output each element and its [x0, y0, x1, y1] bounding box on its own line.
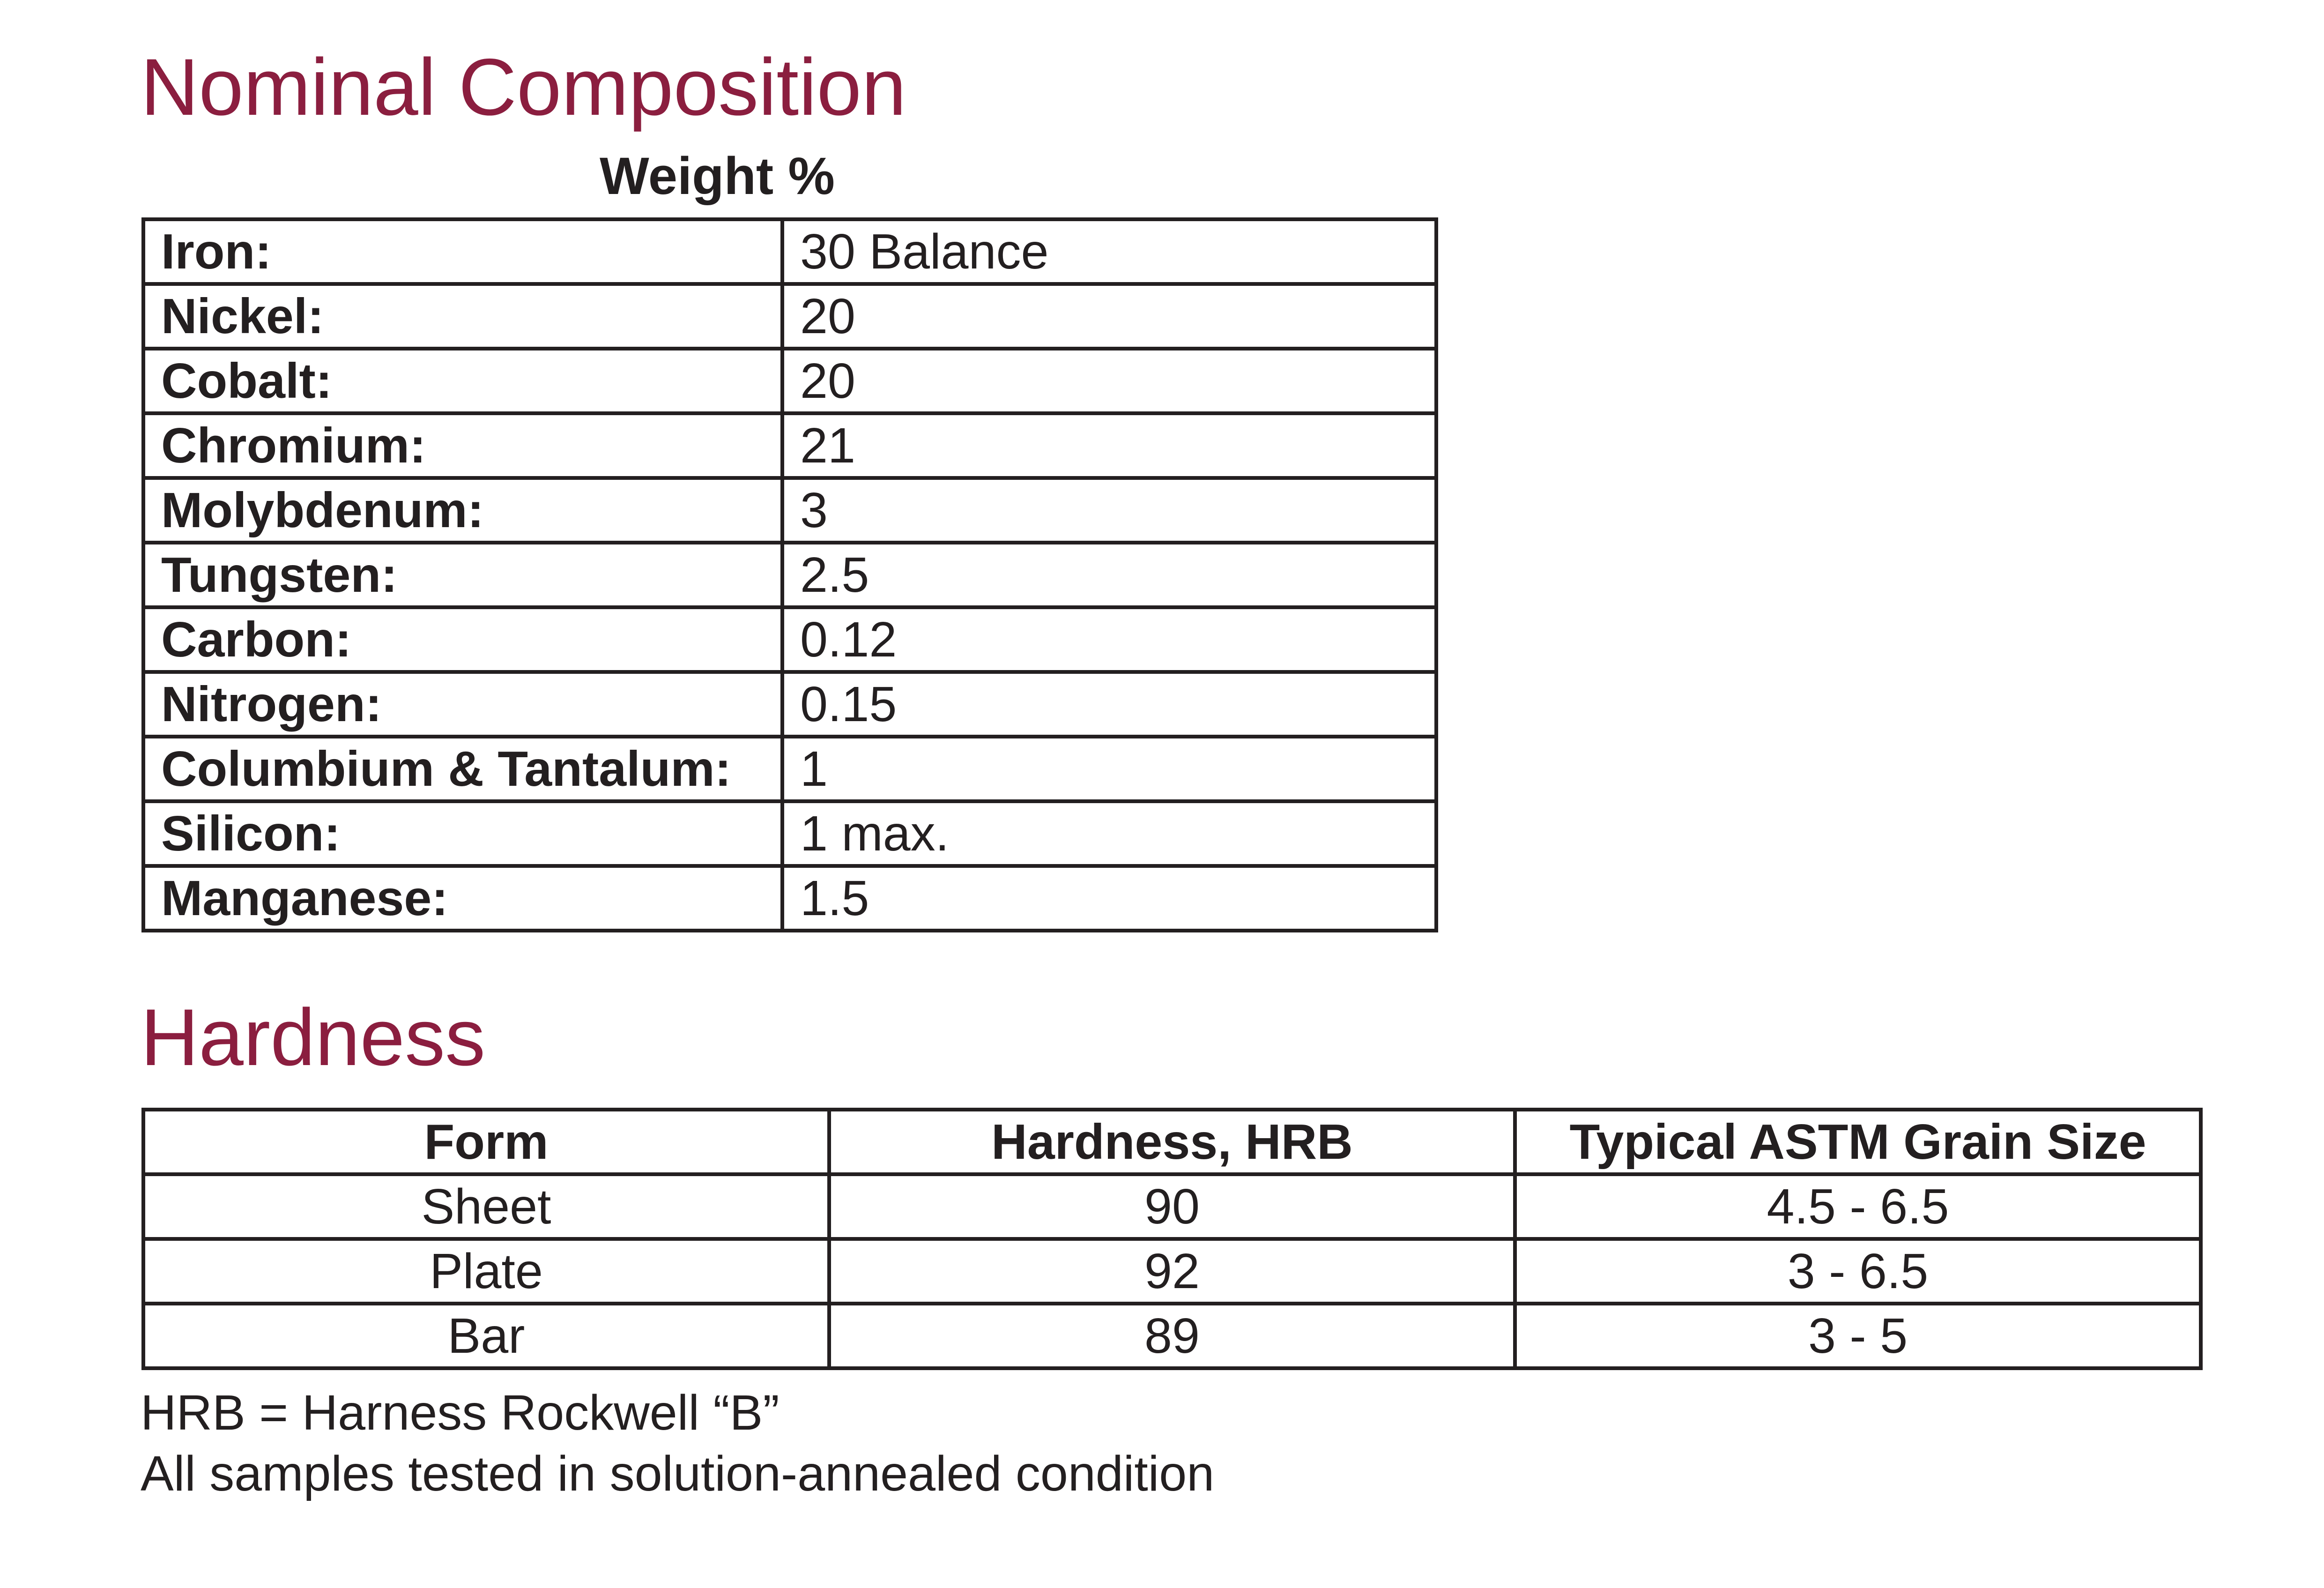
- hardness-row: [143, 1174, 2201, 1239]
- weight-value-cell: 0.15: [782, 672, 1436, 737]
- hrb-cell: 92: [829, 1239, 1515, 1304]
- grain-size-cell: 4.5 - 6.5: [1515, 1174, 2201, 1239]
- element-cell: Nitrogen:: [143, 672, 782, 737]
- composition-row: [143, 349, 1436, 413]
- hardness-header-row: [143, 1110, 2201, 1174]
- weight-value-cell: 1.5: [782, 866, 1436, 931]
- weight-value-cell: 1: [782, 737, 1436, 801]
- weight-value-cell: 3: [782, 478, 1436, 543]
- hrb-cell: 90: [829, 1174, 1515, 1239]
- element-cell: Manganese:: [143, 866, 782, 931]
- hrb-definition-note: HRB = Harness Rockwell “B”: [141, 1385, 780, 1440]
- hrb-cell: 89: [829, 1304, 1515, 1368]
- composition-row: [143, 478, 1436, 543]
- hardness-heading: Hardness: [141, 992, 486, 1082]
- hardness-table: [141, 1108, 2203, 1370]
- element-cell: Columbium & Tantalum:: [143, 737, 782, 801]
- composition-row: [143, 284, 1436, 349]
- composition-heading: Nominal Composition: [141, 42, 906, 132]
- grain-size-cell: 3 - 6.5: [1515, 1239, 2201, 1304]
- composition-row: [143, 866, 1436, 931]
- element-cell: Nickel:: [143, 284, 782, 349]
- weight-value-cell: 30 Balance: [782, 219, 1436, 284]
- weight-value-cell: 20: [782, 349, 1436, 413]
- weight-value-cell: 2.5: [782, 543, 1436, 607]
- composition-row: [143, 219, 1436, 284]
- composition-row: [143, 672, 1436, 737]
- form-cell: Bar: [143, 1304, 829, 1368]
- weight-value-cell: 0.12: [782, 607, 1436, 672]
- composition-row: [143, 543, 1436, 607]
- hardness-row: [143, 1304, 2201, 1368]
- form-column-header: Form: [143, 1110, 829, 1174]
- hrb-column-header: Hardness, HRB: [829, 1110, 1515, 1174]
- grain-size-column-header: Typical ASTM Grain Size: [1515, 1110, 2201, 1174]
- form-cell: Plate: [143, 1239, 829, 1304]
- element-cell: Chromium:: [143, 413, 782, 478]
- composition-row: [143, 801, 1436, 866]
- composition-row: [143, 607, 1436, 672]
- composition-row: [143, 413, 1436, 478]
- weight-percent-label: Weight %: [600, 147, 835, 205]
- weight-value-cell: 1 max.: [782, 801, 1436, 866]
- test-condition-note: All samples tested in solution-annealed condition: [141, 1446, 1215, 1501]
- element-cell: Silicon:: [143, 801, 782, 866]
- weight-value-cell: 20: [782, 284, 1436, 349]
- element-cell: Molybdenum:: [143, 478, 782, 543]
- element-cell: Cobalt:: [143, 349, 782, 413]
- composition-table: [141, 217, 1438, 932]
- hardness-row: [143, 1239, 2201, 1304]
- element-cell: Carbon:: [143, 607, 782, 672]
- element-cell: Tungsten:: [143, 543, 782, 607]
- form-cell: Sheet: [143, 1174, 829, 1239]
- weight-value-cell: 21: [782, 413, 1436, 478]
- grain-size-cell: 3 - 5: [1515, 1304, 2201, 1368]
- element-cell: Iron:: [143, 219, 782, 284]
- composition-row: [143, 737, 1436, 801]
